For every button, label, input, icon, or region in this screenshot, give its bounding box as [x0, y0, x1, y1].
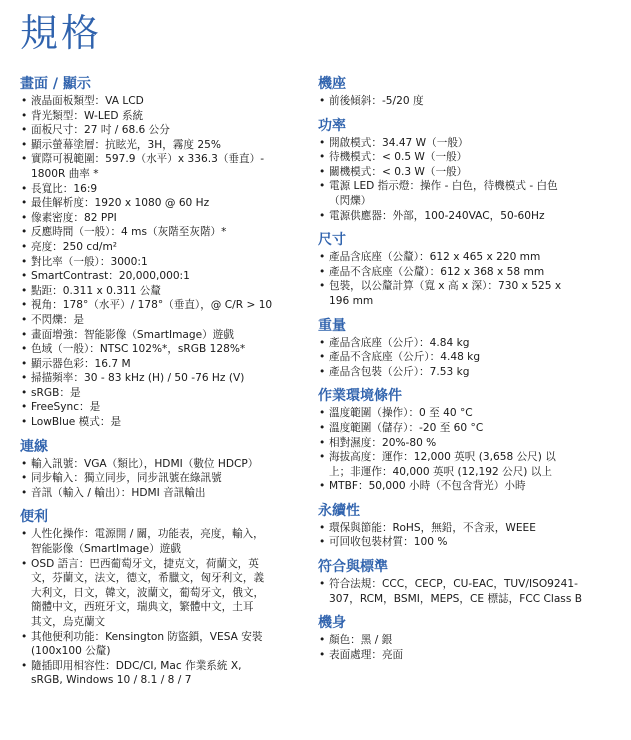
section-power [318, 118, 618, 224]
spec-item: • 相對濕度：20%-80 % [318, 436, 618, 451]
spec-item: • 掃描頻率：30 - 83 kHz (H) / 50 -76 Hz (V) [20, 371, 310, 386]
section-title-power: 功率 [318, 117, 346, 134]
spec-item: • 符合法規：CCC，CECP，CU-EAC，TUV/ISO9241- 307，RCM，BSMI，MEPS，CE 標誌，FCC Class B [318, 577, 618, 606]
spec-item: • 溫度範圍（操作）：0 至 40 °C [318, 406, 618, 421]
spec-item: • 電源供應器：外部，100-240VAC，50-60Hz [318, 209, 618, 224]
spec-item: • 對比率（一般）：3000:1 [20, 255, 310, 270]
spec-list-compliance [318, 577, 618, 606]
spec-item: • 不閃爍：是 [20, 313, 310, 328]
spec-list-display [20, 94, 310, 430]
page-title: 規格 [20, 11, 103, 55]
section-title-stand: 機座 [318, 76, 346, 92]
spec-item: • 顏色：黑 / 銀 [318, 633, 618, 648]
section-operating-conditions [318, 388, 618, 494]
section-cabinet [318, 615, 618, 662]
spec-item: • 溫度範圍（儲存）：-20 至 60 °C [318, 421, 618, 436]
spec-item: • 前後傾斜：-5/20 度 [318, 94, 618, 109]
spec-list-weight [318, 336, 618, 380]
spec-item: • sRGB：是 [20, 386, 310, 401]
spec-item: • 海拔高度：運作：12,000 英呎 (3,658 公尺) 以 上；非運作：40,000 英呎 (12,192 公尺) 以上 [318, 450, 618, 479]
spec-item: • 顯示螢幕塗層：抗眩光，3H，霧度 25% [20, 138, 310, 153]
spec-item: • 色域（一般）：NTSC 102%*，sRGB 128%* [20, 342, 310, 357]
left-column [20, 76, 310, 697]
spec-item: • 環保與節能：RoHS，無鉛，不含汞，WEEE [318, 521, 618, 536]
spec-list-dimensions [318, 250, 618, 308]
section-title-weight: 重量 [318, 317, 346, 334]
spec-item: • 顯示器色彩：16.7 M [20, 357, 310, 372]
spec-list-operating-conditions [318, 406, 618, 494]
section-title-operating-conditions: 作業環境條件 [318, 388, 402, 405]
spec-item: • MTBF：50,000 小時（不包含背光）小時 [318, 479, 618, 494]
spec-item: • 面板尺寸：27 吋 / 68.6 公分 [20, 123, 310, 138]
spec-item: • 背光類型：W-LED 系統 [20, 109, 310, 124]
section-connectivity [20, 439, 310, 501]
section-sustainability [318, 503, 618, 550]
spec-item: • 反應時間（一般）：4 ms（灰階至灰階）* [20, 225, 310, 240]
spec-list-cabinet [318, 633, 618, 662]
spec-item: • 可回收包裝材質：100 % [318, 535, 618, 550]
spec-item: • 產品含包裝（公斤）：7.53 kg [318, 365, 618, 380]
spec-item: • 液晶面板類型：VA LCD [20, 94, 310, 109]
section-weight [318, 318, 618, 380]
spec-item: • 人性化操作：電源開 / 關，功能表，亮度，輸入， 智能影像（SmartImage）遊戲 [20, 527, 310, 556]
spec-item: • 關機模式：< 0.3 W（一般） [318, 165, 618, 180]
spec-item: • 亮度：250 cd/m² [20, 240, 310, 255]
spec-list-sustainability [318, 521, 618, 550]
section-title-cabinet: 機身 [318, 615, 346, 632]
spec-list-stand [318, 94, 618, 109]
section-title-compliance: 符合與標準 [318, 559, 388, 576]
spec-list-connectivity [20, 457, 310, 501]
spec-item: • 點距：0.311 x 0.311 公釐 [20, 284, 310, 299]
spec-item: • 表面處理：亮面 [318, 648, 618, 663]
spec-item: • 最佳解析度：1920 x 1080 @ 60 Hz [20, 196, 310, 211]
section-title-convenience: 便利 [20, 509, 48, 526]
spec-item: • 開啟模式：34.47 W（一般） [318, 136, 618, 151]
section-stand [318, 76, 618, 109]
spec-item: • OSD 語言：巴西葡萄牙文，捷克文，荷蘭文，英 文，芬蘭文，法文，德文，希臘文，匈牙利文，義 大利文，日文，韓文，波蘭文，葡萄牙文，俄文， 簡體中文，西班牙文，瑞典文，繁體中文，土耳 其文，烏克蘭文 [20, 557, 310, 630]
section-convenience [20, 509, 310, 688]
spec-item: • 待機模式：< 0.5 W（一般） [318, 150, 618, 165]
spec-list-power [318, 136, 618, 224]
spec-item: • 隨插即用相容性：DDC/CI, Mac 作業系統 X, sRGB, Windows 10 / 8.1 / 8 / 7 [20, 659, 310, 688]
spec-item: • 產品不含底座（公釐）：612 x 368 x 58 mm [318, 265, 618, 280]
spec-item: • LowBlue 模式：是 [20, 415, 310, 430]
section-compliance [318, 559, 618, 606]
spec-item: • FreeSync：是 [20, 400, 310, 415]
spec-item: • 視角：178°（水平）/ 178°（垂直），@ C/R > 10 [20, 298, 310, 313]
section-title-display: 畫面 / 顯示 [20, 76, 91, 92]
section-title-dimensions: 尺寸 [318, 232, 346, 249]
spec-item: • 其他便利功能：Kensington 防盜鎖，VESA 安裝 (100x100 公釐) [20, 630, 310, 659]
spec-item: • 同步輸入：獨立同步，同步訊號在綠訊號 [20, 471, 310, 486]
right-column [318, 76, 618, 671]
section-display [20, 76, 310, 430]
spec-item: • SmartContrast：20,000,000:1 [20, 269, 310, 284]
section-title-connectivity: 連線 [20, 438, 48, 455]
spec-list-convenience [20, 527, 310, 688]
spec-item: • 電源 LED 指示燈：操作 - 白色，待機模式 - 白色 （閃爍） [318, 179, 618, 208]
spec-item: • 包裝，以公釐計算（寬 x 高 x 深）：730 x 525 x 196 mm [318, 279, 618, 308]
spec-item: • 產品含底座（公釐）：612 x 465 x 220 mm [318, 250, 618, 265]
section-dimensions [318, 232, 618, 308]
spec-item: • 長寬比：16:9 [20, 182, 310, 197]
section-title-sustainability: 永續性 [318, 502, 360, 519]
spec-item: • 音訊（輸入 / 輸出）：HDMI 音訊輸出 [20, 486, 310, 501]
spec-item: • 像素密度：82 PPI [20, 211, 310, 226]
spec-item: • 輸入訊號：VGA（類比），HDMI（數位 HDCP） [20, 457, 310, 472]
spec-item: • 實際可視範圍：597.9（水平）x 336.3（垂直）- 1800R 曲率 * [20, 152, 310, 181]
spec-item: • 畫面增強：智能影像（SmartImage）遊戲 [20, 328, 310, 343]
spec-item: • 產品含底座（公斤）：4.84 kg [318, 336, 618, 351]
spec-item: • 產品不含底座（公斤）：4.48 kg [318, 350, 618, 365]
